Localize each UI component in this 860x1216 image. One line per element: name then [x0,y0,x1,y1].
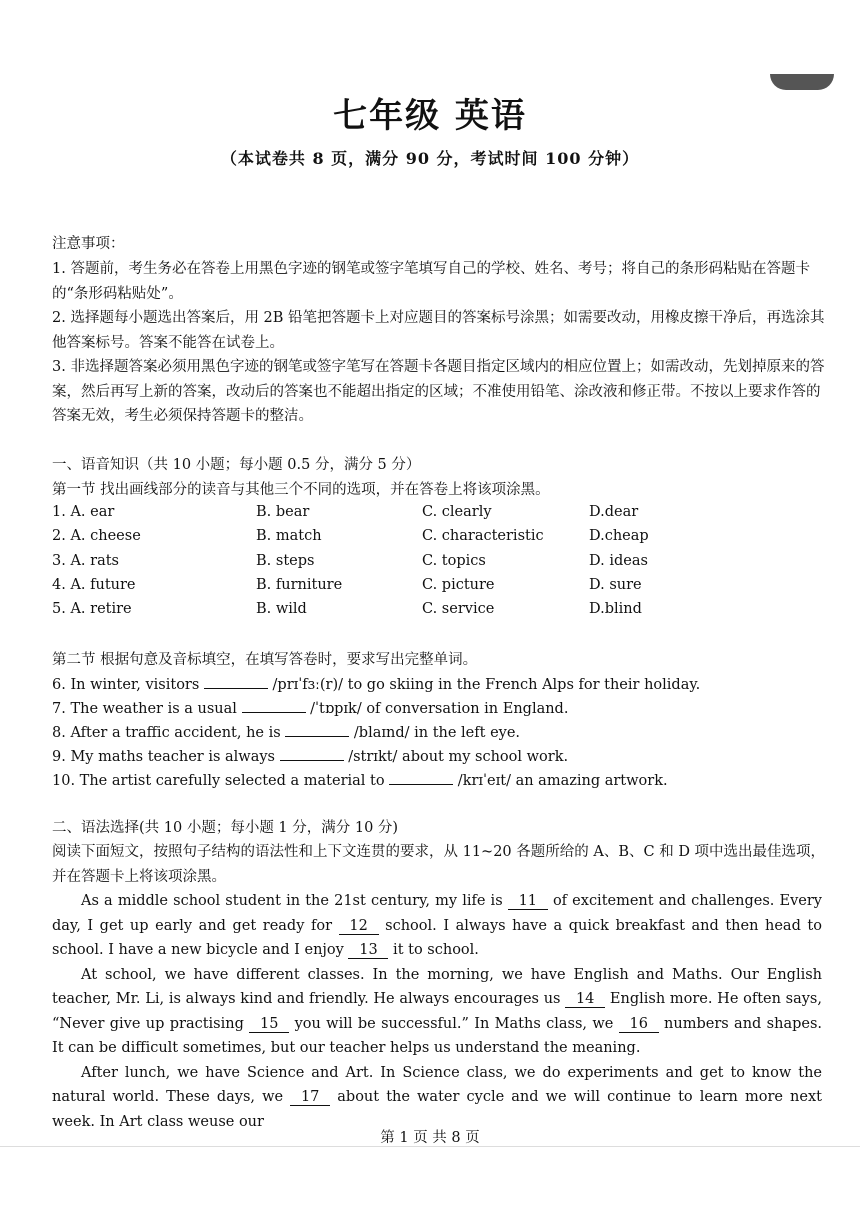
notice-list [52,257,828,429]
fill-prompt: 10. The artist carefully selected a material to [52,773,390,789]
gap-12[interactable]: 12 [339,918,379,935]
passage-paragraph: At school, we have different classes. In the morning, we have English and Maths. Our English teacher, Mr. Li, is always kind and friendly. He always encourages us 14 English more. He often says, “Never give up practising 15 you will be successful.” In Maths class, we 16 numbers and shapes. It can be difficult sometimes, but our teacher helps us understand the meaning. [52,966,823,1056]
answer-blank[interactable] [204,674,268,689]
fill-question [52,698,828,717]
gap-17[interactable]: 17 [290,1089,330,1106]
gap-16[interactable]: 16 [619,1016,659,1033]
question-row [52,553,828,577]
part1-section2-heading: 第二节 根据句意及音标填空，在填写答卷时，要求写出完整单词。 [52,652,478,668]
answer-blank[interactable] [242,698,306,713]
option-c: C. service [422,601,495,617]
notice-item: 1. 答题前，考生务必在答卷上用黑色字迹的钢笔或签字笔填写自己的学校、姓名、考号；将自己的条形码粘贴在答题卡的“条形码粘贴处”。 [52,261,810,302]
notice-item: 3. 非选择题答案必须用黑色字迹的钢笔或签字笔写在答题卡各题目指定区域内的相应位置上；如需改动，先划掉原来的答案，然后再写上新的答案，改动后的答案也不能超出指定的区域；不准使用铅笔、涂改液和修正带。不按以上要求作答的答案无效，考生必须保持答题卡的整洁。 [52,359,825,424]
passage-paragraph: As a middle school student in the 21st century, my life is 11 of excitement and challenges. Every day, I get up early and get ready for 12 school. I always have a quick breakfast and then head to school. I have a new bicycle and I enjoy 13 it to school. [52,893,822,958]
page-footer: 第 1 页 共 8 页 [380,1130,480,1146]
passage-paragraph: After lunch, we have Science and Art. In Science class, we do experiments and get to know the natural world. These days, we 17 about the water cycle and we will continue to learn more next week. In Art class weuse our [52,1064,822,1130]
option-c: C. topics [422,553,486,569]
fill-prompt: 9. My maths teacher is always [52,749,280,765]
fill-hint: /krɪˈeɪt/ an amazing artwork. [453,773,668,789]
option-a: 5. A. retire [52,601,132,617]
part1-heading: 一、语音知识（共 10 小题；每小题 0.5 分，满分 5 分） [52,457,421,473]
answer-blank[interactable] [280,746,344,761]
option-b: B. furniture [256,577,343,593]
fill-question [52,746,828,765]
fill-question [52,722,828,741]
option-b: B. steps [256,553,315,569]
gap-14[interactable]: 14 [565,991,605,1008]
option-b: B. bear [256,504,310,520]
fill-question [52,674,828,693]
fill-hint: /strɪkt/ about my school work. [343,749,569,765]
fill-prompt: 6. In winter, visitors [52,677,204,693]
notice-heading: 注意事项： [52,236,125,252]
option-c: C. clearly [422,504,492,520]
fill-hint: /blaɪnd/ in the left eye. [349,725,521,741]
fill-question [52,770,828,789]
part1-section1-heading: 第一节 找出画线部分的读音与其他三个不同的选项，并在答卷上将该项涂黑。 [52,482,550,498]
option-b: B. match [256,528,322,544]
exam-info: （本试卷共 8 页，满分 90 分，考试时间 100 分钟） [220,149,640,168]
question-row [52,577,828,601]
option-d: D.cheap [589,528,649,544]
gap-15[interactable]: 15 [249,1016,289,1033]
option-b: B. wild [256,601,307,617]
option-a: 3. A. rats [52,553,119,569]
option-c: C. characteristic [422,528,544,544]
option-a: 1. A. ear [52,504,115,520]
option-d: D.dear [589,504,639,520]
option-d: D.blind [589,601,642,617]
question-row [52,601,828,625]
part2-instruction: 阅读下面短文，按照句子结构的语法性和上下文连贯的要求，从 11~20 各题所给的 A、B、C 和 D 项中选出最佳选项，并在答题卡上将该项涂黑。 [52,844,826,885]
reading-passage [52,889,822,1134]
option-c: C. picture [422,577,495,593]
page-title: 七年级 英语 [333,96,527,136]
question-row [52,504,828,528]
option-d: D. sure [589,577,642,593]
answer-blank[interactable] [389,770,453,785]
option-a: 2. A. cheese [52,528,141,544]
gap-11[interactable]: 11 [508,893,548,910]
fill-hint: /prɪˈfɜː(r)/ to go skiing in the French Alps for their holiday. [267,677,701,693]
fill-hint: /ˈtɒpɪk/ of conversation in England. [305,701,569,717]
answer-blank[interactable] [285,722,349,737]
fill-prompt: 7. The weather is a usual [52,701,242,717]
footer-divider [0,1146,860,1147]
notice-item: 2. 选择题每小题选出答案后，用 2B 铅笔把答题卡上对应题目的答案标号涂黑；如需要改动，用橡皮擦干净后，再选涂其他答案标号。答案不能答在试卷上。 [52,310,825,351]
fill-prompt: 8. After a traffic accident, he is [52,725,286,741]
option-d: D. ideas [589,553,648,569]
option-a: 4. A. future [52,577,136,593]
part2-heading: 二、语法选择(共 10 小题；每小题 1 分，满分 10 分) [52,820,399,836]
gap-13[interactable]: 13 [348,942,388,959]
question-row [52,528,828,552]
